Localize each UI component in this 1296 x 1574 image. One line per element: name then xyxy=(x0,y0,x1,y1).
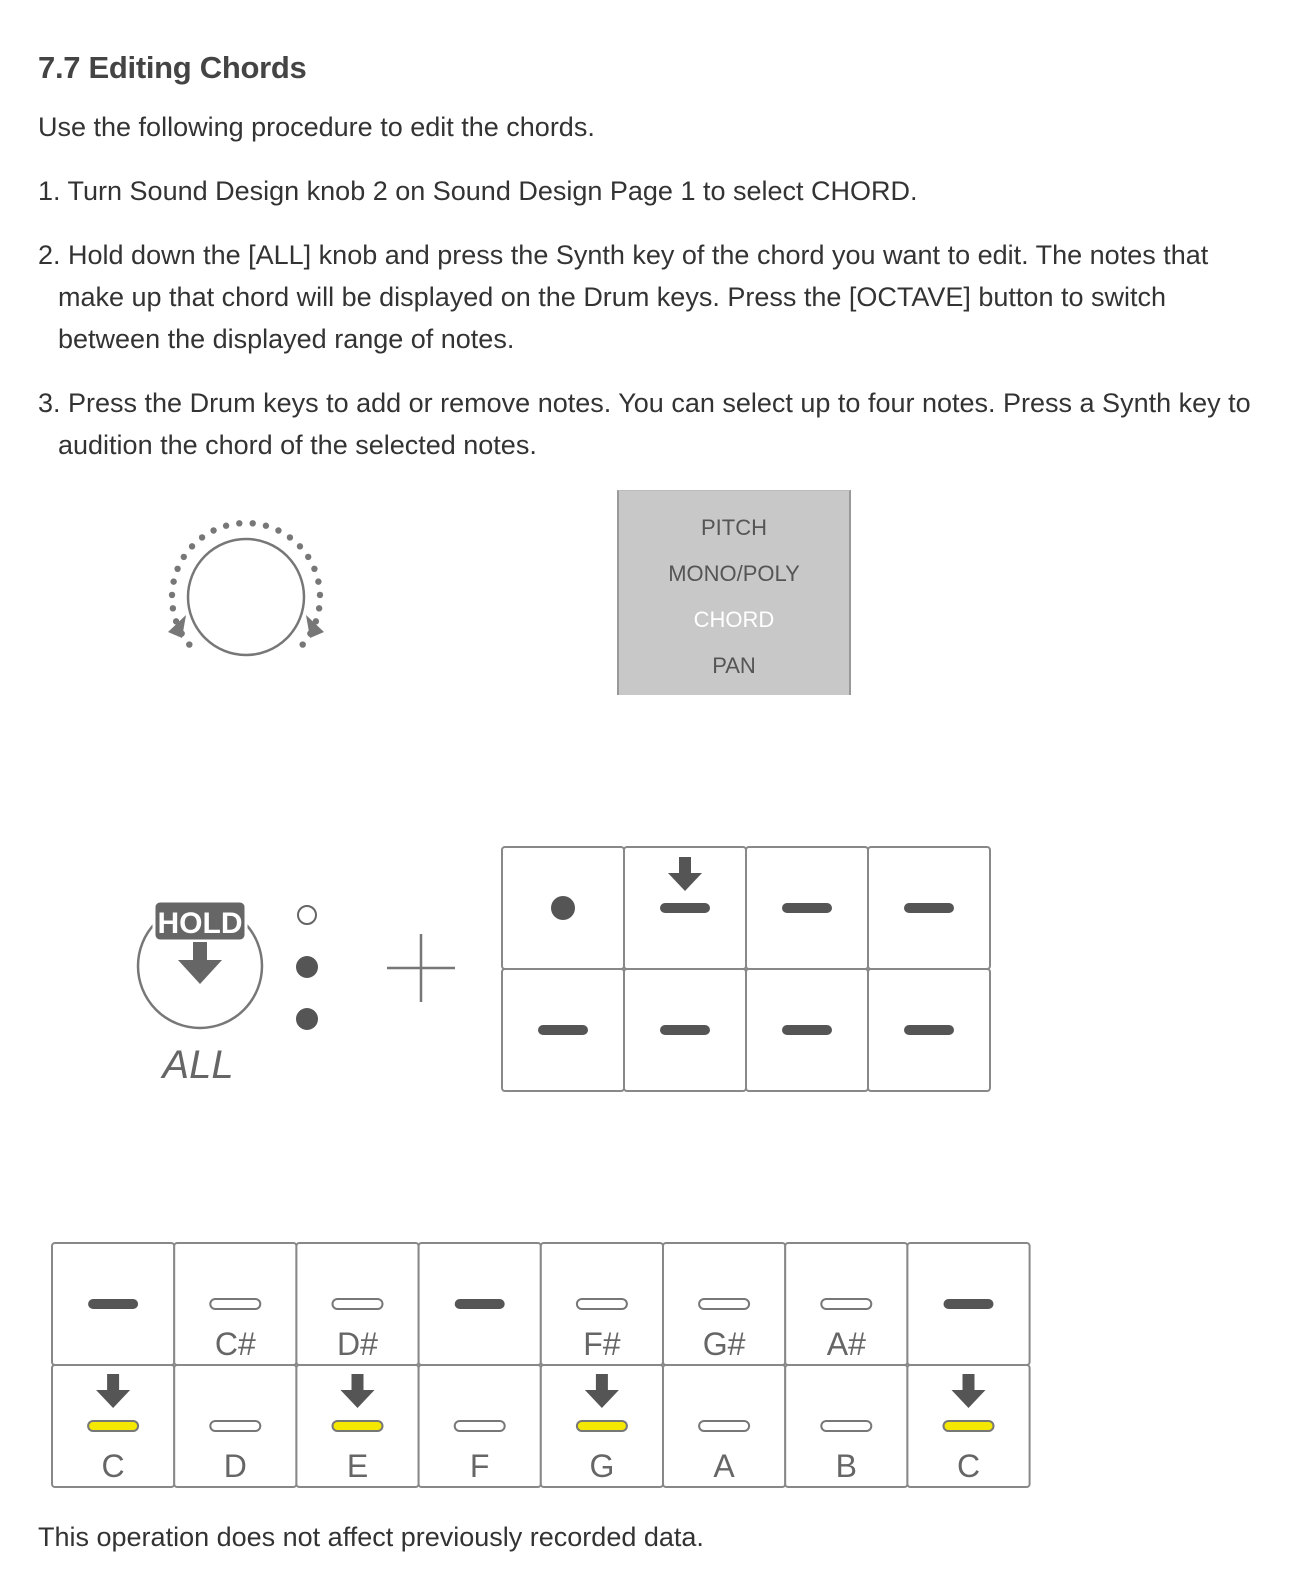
menu-item-chord: CHORD xyxy=(693,607,775,632)
step-1: 1. Turn Sound Design knob 2 on Sound Design Page 1 to select CHORD. xyxy=(38,176,918,206)
led-bar-off xyxy=(821,1299,871,1309)
parameter-menu xyxy=(617,490,851,695)
led-bar xyxy=(944,1299,994,1309)
led-bar xyxy=(538,1025,588,1035)
sound-design-knob-illustration xyxy=(160,512,340,667)
footer-note: This operation does not affect previously recorded data. xyxy=(38,1522,704,1552)
synth-key-bottom-4[interactable] xyxy=(419,1365,541,1487)
led-bar xyxy=(660,1025,710,1035)
led-bar xyxy=(660,903,710,913)
led-bar-lit xyxy=(944,1421,994,1431)
synth-key-top-3[interactable] xyxy=(296,1243,418,1365)
note-label: G# xyxy=(702,1326,746,1362)
drum-key-top-1[interactable] xyxy=(502,847,624,969)
note-label: D# xyxy=(337,1326,378,1362)
drum-key-top-4[interactable] xyxy=(868,847,990,969)
synth-key-bottom-6[interactable] xyxy=(663,1365,785,1487)
drum-key-top-3[interactable] xyxy=(746,847,868,969)
note-label: B xyxy=(835,1448,857,1484)
synth-key-top-2[interactable] xyxy=(174,1243,296,1365)
synth-key-top-7[interactable] xyxy=(785,1243,907,1365)
synth-keys-pad xyxy=(50,1241,1035,1496)
synth-key-top-1[interactable] xyxy=(52,1243,174,1365)
led-bar xyxy=(88,1299,138,1309)
note-label: A xyxy=(713,1448,735,1484)
synth-key-bottom-7[interactable] xyxy=(785,1365,907,1487)
all-knob-illustration xyxy=(120,880,480,1100)
note-label: A# xyxy=(826,1326,866,1362)
drum-key-bottom-2[interactable] xyxy=(624,969,746,1091)
status-dots-icon xyxy=(296,906,318,1030)
step-2: 2. Hold down the [ALL] knob and press the Synth key of the chord you want to edit. The notes that make up that chord will be displayed on the Drum keys. Press the [OCTAVE] button to switch between the displayed range of notes. xyxy=(38,240,1209,354)
synth-key-top-4[interactable] xyxy=(419,1243,541,1365)
led-bar-lit xyxy=(577,1421,627,1431)
drum-key-bottom-4[interactable] xyxy=(868,969,990,1091)
led-bar-off xyxy=(210,1421,260,1431)
synth-key-top-5[interactable] xyxy=(541,1243,663,1365)
synth-key-bottom-3[interactable] xyxy=(296,1365,418,1487)
intro-text: Use the following procedure to edit the chords. xyxy=(38,112,595,142)
led-bar xyxy=(904,903,954,913)
led-bar-off xyxy=(699,1421,749,1431)
led-bar-off xyxy=(333,1299,383,1309)
menu-item-pan: PAN xyxy=(712,653,756,678)
synth-key-top-8[interactable] xyxy=(907,1243,1029,1365)
drum-key-bottom-3[interactable] xyxy=(746,969,868,1091)
plus-icon xyxy=(387,934,455,1002)
all-knob-label: ALL xyxy=(162,1043,234,1087)
step-3: 3. Press the Drum keys to add or remove notes. You can select up to four notes. Press a Synth key to audition the chord of the selected notes. xyxy=(38,388,1251,460)
menu-item-mono-poly: MONO/POLY xyxy=(668,561,800,586)
synth-key-top-6[interactable] xyxy=(663,1243,785,1365)
menu-item-pitch: PITCH xyxy=(701,515,767,540)
note-label: F xyxy=(469,1448,490,1484)
drum-key-top-2[interactable] xyxy=(624,847,746,969)
note-label: C xyxy=(956,1448,981,1484)
drum-key-bottom-1[interactable] xyxy=(502,969,624,1091)
note-label: C xyxy=(101,1448,125,1484)
note-label: D xyxy=(223,1448,247,1484)
led-bar-off xyxy=(821,1421,871,1431)
drum-keys-pad xyxy=(500,845,995,1100)
led-bar xyxy=(904,1025,954,1035)
note-label: G xyxy=(589,1448,615,1484)
synth-key-bottom-1[interactable] xyxy=(52,1365,174,1487)
led-bar-off xyxy=(455,1421,505,1431)
led-bar-off xyxy=(699,1299,749,1309)
led-bar-lit xyxy=(88,1421,138,1431)
led-bar xyxy=(782,1025,832,1035)
note-label: C# xyxy=(214,1326,256,1362)
synth-key-bottom-2[interactable] xyxy=(174,1365,296,1487)
led-bar-lit xyxy=(333,1421,383,1431)
led-bar-off xyxy=(577,1299,627,1309)
synth-key-bottom-8[interactable] xyxy=(907,1365,1029,1487)
led-bar xyxy=(455,1299,505,1309)
led-bar-off xyxy=(210,1299,260,1309)
led-bar xyxy=(782,903,832,913)
hold-label: HOLD xyxy=(157,907,243,940)
rotary-knob-icon xyxy=(160,512,340,662)
section-heading: 7.7 Editing Chords xyxy=(38,50,307,85)
led-dot-icon xyxy=(551,896,575,920)
note-label: F# xyxy=(583,1326,621,1362)
note-label: E xyxy=(346,1448,369,1484)
synth-key-bottom-5[interactable] xyxy=(541,1365,663,1487)
